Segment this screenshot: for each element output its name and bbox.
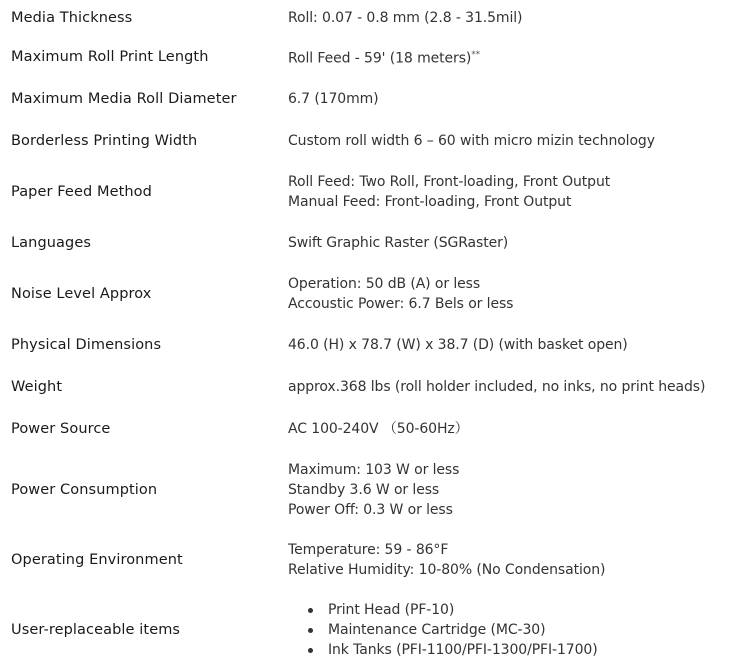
spec-value xyxy=(288,36,732,78)
spec-row-media-thickness xyxy=(0,0,732,36)
spec-value-line: Relative Humidity: 10-80% (No Condensation) xyxy=(288,562,606,578)
spec-value xyxy=(288,222,732,264)
spec-value xyxy=(288,450,732,530)
spec-row-physical-dimensions xyxy=(0,324,732,366)
spec-label: Physical Dimensions xyxy=(11,337,162,353)
spec-row-max-media-roll-diameter xyxy=(0,78,732,120)
spec-value-line: Operation: 50 dB (A) or less xyxy=(288,276,481,292)
list-item: Maintenance Cartridge (MC-30) xyxy=(328,620,732,640)
spec-value-line: 6.7 (170mm) xyxy=(288,91,379,107)
replaceable-items-list xyxy=(288,600,732,660)
spec-row-weight xyxy=(0,366,732,408)
spec-row-power-source xyxy=(0,408,732,450)
list-item: Ink Tanks (PFI-1100/PFI-1300/PFI-1700) xyxy=(328,640,732,660)
spec-row-paper-feed-method xyxy=(0,162,732,222)
spec-value xyxy=(288,366,732,408)
spec-label: Languages xyxy=(11,235,92,251)
spec-value-line xyxy=(288,45,732,69)
spec-value xyxy=(288,120,732,162)
footnote-marker: ** xyxy=(471,50,481,61)
spec-value xyxy=(288,78,732,120)
spec-label: Maximum Media Roll Diameter xyxy=(11,91,237,107)
spec-label: Borderless Printing Width xyxy=(11,133,198,149)
spec-value-line: Custom roll width 6 – 60 with micro mizin technology xyxy=(288,133,655,149)
spec-label: Noise Level Approx xyxy=(11,286,152,302)
spec-label: Maximum Roll Print Length xyxy=(11,49,209,65)
spec-value-line: AC 100-240V （50-60Hz） xyxy=(288,421,469,437)
spec-value-line: Roll: 0.07 - 0.8 mm (2.8 - 31.5mil) xyxy=(288,10,523,26)
list-item: Print Head (PF-10) xyxy=(328,600,732,620)
spec-row-user-replaceable-items xyxy=(0,590,732,670)
spec-label: Operating Environment xyxy=(11,552,183,568)
spec-row-power-consumption xyxy=(0,450,732,530)
spec-value xyxy=(288,324,732,366)
spec-value-line: Roll Feed: Two Roll, Front-loading, Front Output xyxy=(288,174,611,190)
spec-value-line: Power Off: 0.3 W or less xyxy=(288,502,453,518)
spec-value-line: Swift Graphic Raster (SGRaster) xyxy=(288,235,509,251)
spec-value-line: approx.368 lbs (roll holder included, no inks, no print heads) xyxy=(288,379,706,395)
spec-value xyxy=(288,162,732,222)
spec-value xyxy=(288,590,732,670)
spec-value-line: Accoustic Power: 6.7 Bels or less xyxy=(288,296,514,312)
spec-value-line: Maximum: 103 W or less xyxy=(288,462,460,478)
spec-value xyxy=(288,408,732,450)
spec-value xyxy=(288,530,732,590)
spec-value-line: 46.0 (H) x 78.7 (W) x 38.7 (D) (with basket open) xyxy=(288,337,628,353)
spec-value xyxy=(288,0,732,36)
spec-row-max-roll-print-length xyxy=(0,36,732,78)
spec-row-operating-environment xyxy=(0,530,732,590)
spec-label: Media Thickness xyxy=(11,10,133,26)
spec-value-line: Manual Feed: Front-loading, Front Output xyxy=(288,194,572,210)
spec-label: Power Consumption xyxy=(11,482,158,498)
spec-label: Weight xyxy=(11,379,63,395)
spec-row-borderless-printing-width xyxy=(0,120,732,162)
spec-value-line: Standby 3.6 W or less xyxy=(288,482,440,498)
spec-row-languages xyxy=(0,222,732,264)
spec-value-text: Roll Feed - 59' (18 meters) xyxy=(288,50,472,67)
spec-row-noise-level xyxy=(0,264,732,324)
spec-value-line: Temperature: 59 - 86°F xyxy=(288,542,449,558)
spec-label: Paper Feed Method xyxy=(11,184,152,200)
spec-label: User-replaceable items xyxy=(11,622,181,638)
spec-value xyxy=(288,264,732,324)
spec-label: Power Source xyxy=(11,421,111,437)
